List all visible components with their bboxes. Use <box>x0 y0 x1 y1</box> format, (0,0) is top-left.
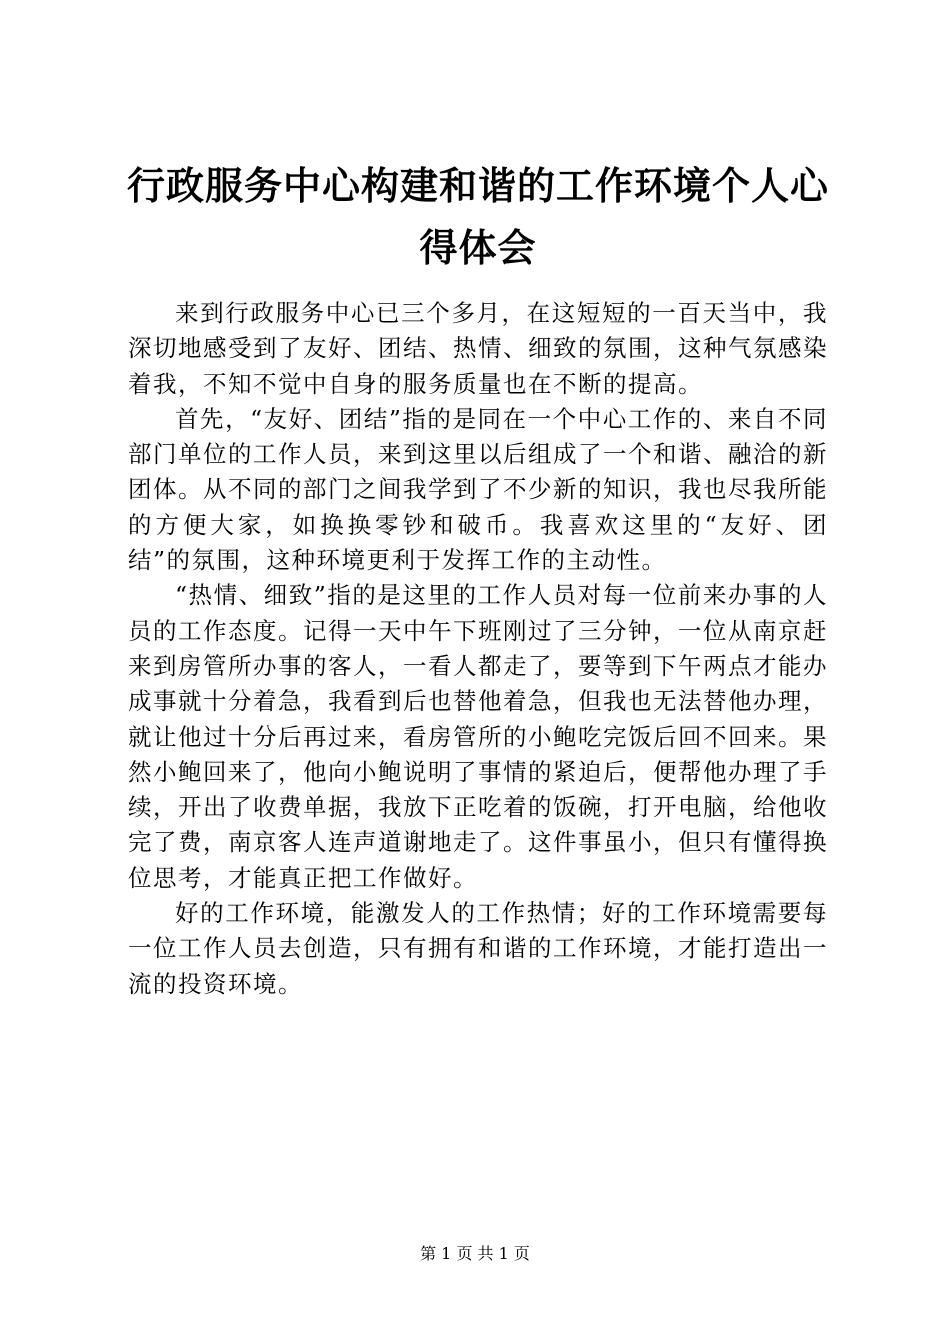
paragraph-1: 来到行政服务中心已三个多月，在这短短的一百天当中，我深切地感受到了友好、团结、热情、细致的氛围，这种气氛感染着我，不知不觉中自身的服务质量也在不断的提高。 <box>128 299 828 398</box>
paragraph-2: 首先，“友好、团结”指的是同在一个中心工作的、来自不同部门单位的工作人员，来到这里以后组成了一个和谐、融洽的新团体。从不同的部门之间我学到了不少新的知识，我也尽我所能的方便大家，如换换零钞和破币。我喜欢这里的“友好、团结”的氛围，这种环境更利于发挥工作的主动性。 <box>128 404 828 575</box>
paragraph-3: “热情、细致”指的是这里的工作人员对每一位前来办事的人员的工作态度。记得一天中午下班刚过了三分钟，一位从南京赶来到房管所办事的客人，一看人都走了，要等到下午两点才能办成事就十分着急，我看到后也替他着急，但我也无法替他办理，就让他过十分后再过来，看房管所的小鲍吃完饭后回不回来。果然小鲍回来了，他向小鲍说明了事情的紧迫后，便帮他办理了手续，开出了收费单据，我放下正吃着的饭碗，打开电脑，给他收完了费，南京客人连声道谢地走了。这件事虽小，但只有懂得换位思考，才能真正把工作做好。 <box>128 581 828 892</box>
paragraph-4: 好的工作环境，能激发人的工作热情；好的工作环境需要每一位工作人员去创造，只有拥有和谐的工作环境，才能打造出一流的投资环境。 <box>128 899 828 998</box>
document-body <box>128 296 828 1002</box>
page-footer: 第 1 页 共 1 页 <box>420 1244 530 1263</box>
document-title: 行政服务中心构建和谐的工作环境个人心得体会 <box>126 164 829 270</box>
